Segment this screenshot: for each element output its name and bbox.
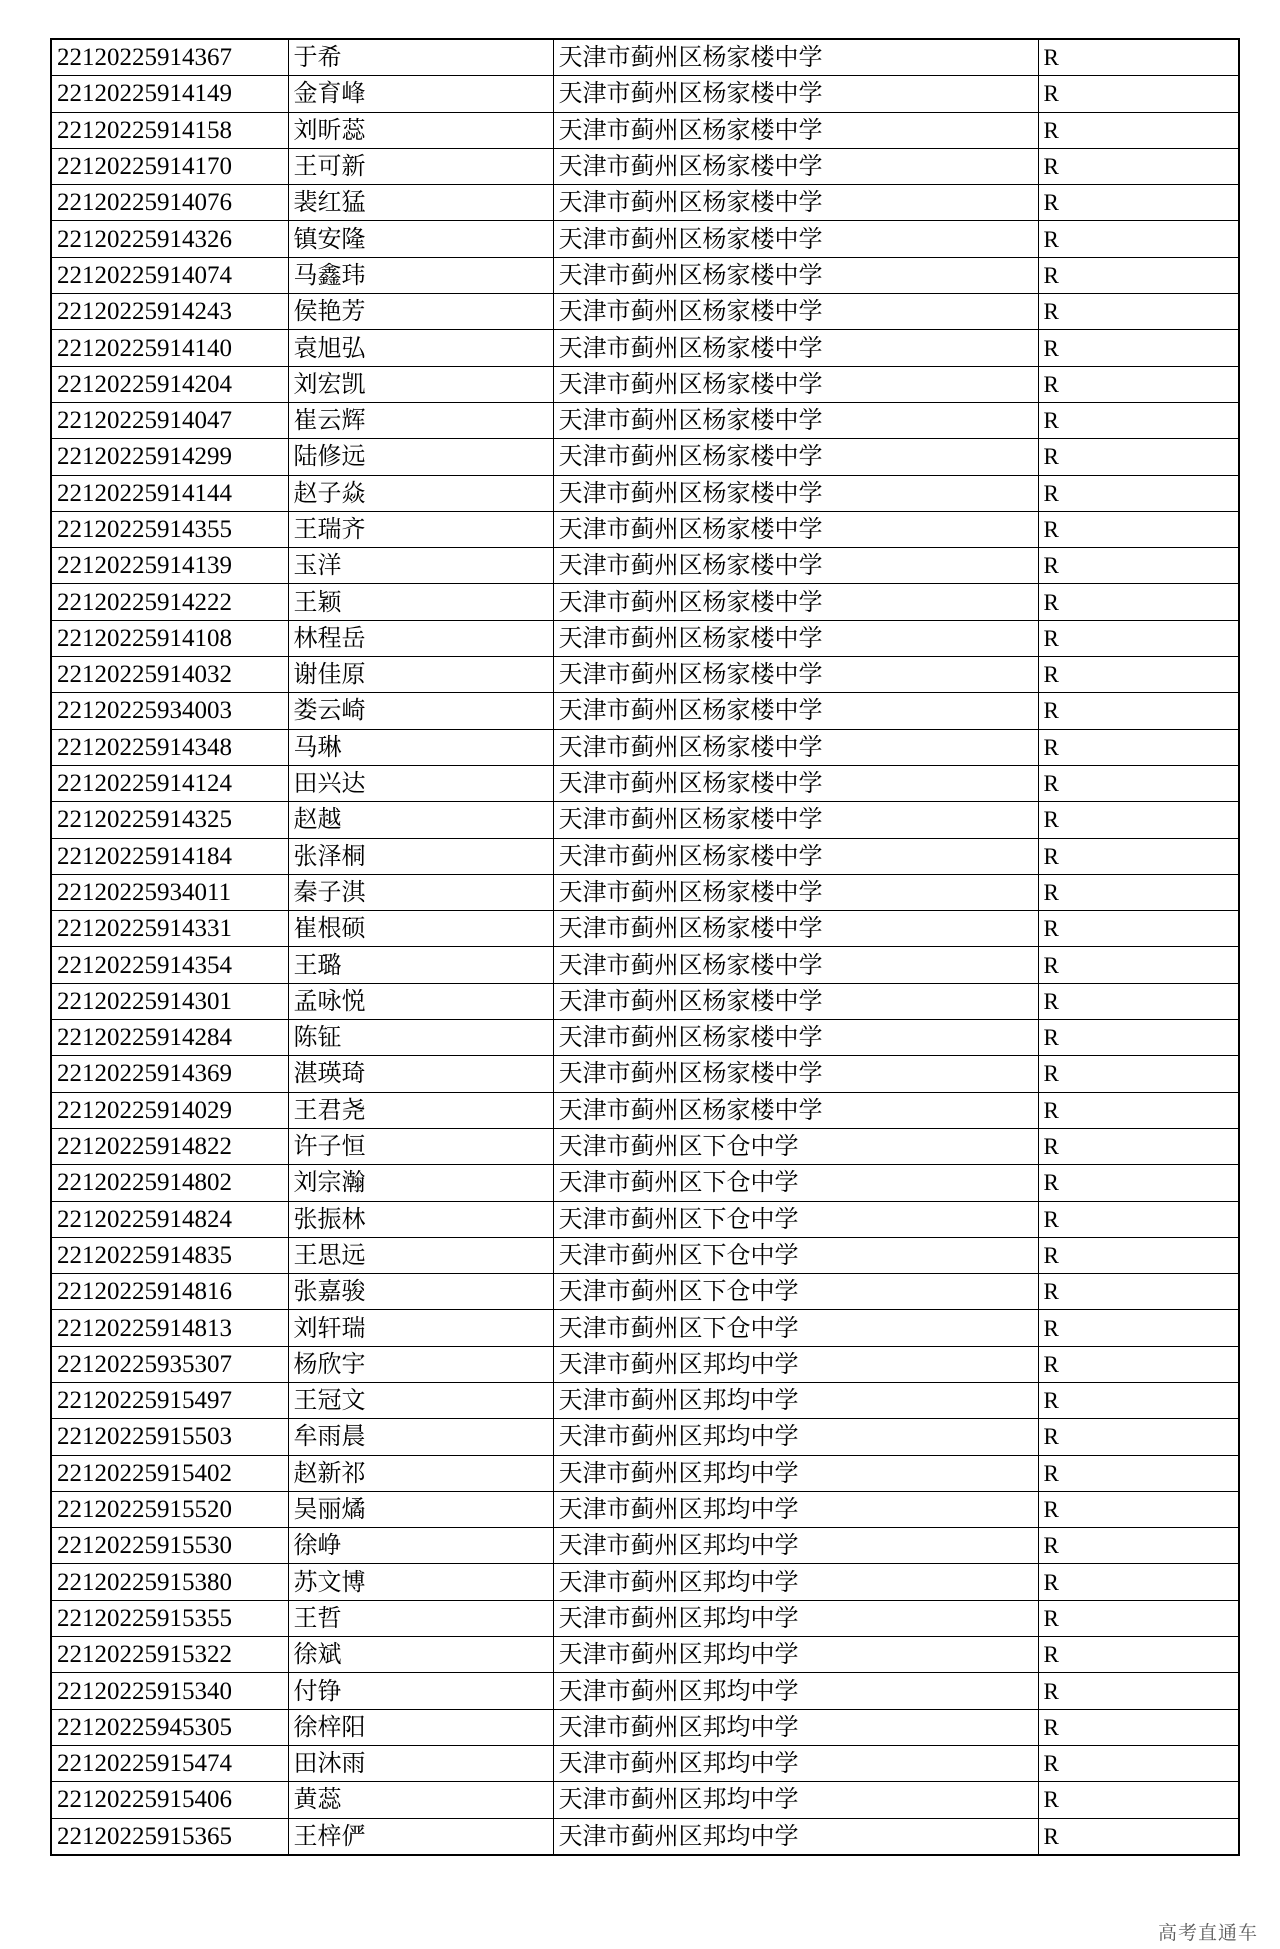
- school-cell: 天津市蓟州区下仓中学: [553, 1274, 1038, 1310]
- student-name-cell: 镇安隆: [288, 221, 553, 257]
- student-list-body: [51, 39, 1239, 1855]
- watermark-text: 高考直通车: [1157, 1922, 1258, 1944]
- table-row: [51, 729, 1239, 765]
- school-cell: 天津市蓟州区邦均中学: [553, 1818, 1038, 1855]
- table-row: [51, 584, 1239, 620]
- student-name-cell: 付铮: [288, 1673, 553, 1709]
- student-name-cell: 王哲: [288, 1600, 553, 1636]
- grade-cell: R: [1038, 1382, 1239, 1418]
- exam-id-cell: 22120225914076: [51, 185, 288, 221]
- grade-cell: R: [1038, 1274, 1239, 1310]
- exam-id-cell: 22120225915355: [51, 1600, 288, 1636]
- student-name-cell: 谢佳原: [288, 657, 553, 693]
- school-cell: 天津市蓟州区杨家楼中学: [553, 39, 1038, 76]
- grade-cell: R: [1038, 1709, 1239, 1745]
- grade-cell: R: [1038, 185, 1239, 221]
- school-cell: 天津市蓟州区邦均中学: [553, 1455, 1038, 1491]
- school-cell: 天津市蓟州区杨家楼中学: [553, 330, 1038, 366]
- school-cell: 天津市蓟州区杨家楼中学: [553, 838, 1038, 874]
- exam-id-cell: 22120225914139: [51, 548, 288, 584]
- table-row: [51, 148, 1239, 184]
- grade-cell: R: [1038, 1745, 1239, 1781]
- grade-cell: R: [1038, 838, 1239, 874]
- exam-id-cell: 22120225914813: [51, 1310, 288, 1346]
- grade-cell: R: [1038, 584, 1239, 620]
- table-row: [51, 838, 1239, 874]
- school-cell: 天津市蓟州区杨家楼中学: [553, 76, 1038, 112]
- student-name-cell: 吴丽燏: [288, 1491, 553, 1527]
- school-cell: 天津市蓟州区杨家楼中学: [553, 221, 1038, 257]
- school-cell: 天津市蓟州区杨家楼中学: [553, 874, 1038, 910]
- exam-id-cell: 22120225915380: [51, 1564, 288, 1600]
- student-name-cell: 崔云辉: [288, 402, 553, 438]
- school-cell: 天津市蓟州区杨家楼中学: [553, 584, 1038, 620]
- student-name-cell: 湛瑛琦: [288, 1056, 553, 1092]
- table-row: [51, 1346, 1239, 1382]
- grade-cell: R: [1038, 947, 1239, 983]
- exam-id-cell: 22120225914331: [51, 911, 288, 947]
- exam-id-cell: 22120225914802: [51, 1165, 288, 1201]
- exam-id-cell: 22120225914367: [51, 39, 288, 76]
- grade-cell: R: [1038, 257, 1239, 293]
- school-cell: 天津市蓟州区下仓中学: [553, 1201, 1038, 1237]
- grade-cell: R: [1038, 148, 1239, 184]
- table-row: [51, 1056, 1239, 1092]
- exam-id-cell: 22120225914170: [51, 148, 288, 184]
- school-cell: 天津市蓟州区邦均中学: [553, 1419, 1038, 1455]
- student-name-cell: 玉洋: [288, 548, 553, 584]
- student-name-cell: 于希: [288, 39, 553, 76]
- table-row: [51, 765, 1239, 801]
- grade-cell: R: [1038, 765, 1239, 801]
- student-name-cell: 苏文博: [288, 1564, 553, 1600]
- table-row: [51, 1564, 1239, 1600]
- table-row: [51, 1092, 1239, 1128]
- table-row: [51, 257, 1239, 293]
- table-row: [51, 620, 1239, 656]
- student-name-cell: 田沐雨: [288, 1745, 553, 1781]
- school-cell: 天津市蓟州区杨家楼中学: [553, 511, 1038, 547]
- school-cell: 天津市蓟州区杨家楼中学: [553, 802, 1038, 838]
- exam-id-cell: 22120225915474: [51, 1745, 288, 1781]
- student-name-cell: 赵越: [288, 802, 553, 838]
- exam-id-cell: 22120225914835: [51, 1237, 288, 1273]
- exam-id-cell: 22120225914158: [51, 112, 288, 148]
- school-cell: 天津市蓟州区杨家楼中学: [553, 294, 1038, 330]
- exam-id-cell: 22120225915520: [51, 1491, 288, 1527]
- student-name-cell: 娄云崎: [288, 693, 553, 729]
- student-name-cell: 马鑫玮: [288, 257, 553, 293]
- table-row: [51, 1274, 1239, 1310]
- table-row: [51, 657, 1239, 693]
- exam-id-cell: 22120225934011: [51, 874, 288, 910]
- table-row: [51, 1237, 1239, 1273]
- student-name-cell: 王颖: [288, 584, 553, 620]
- school-cell: 天津市蓟州区杨家楼中学: [553, 983, 1038, 1019]
- exam-id-cell: 22120225935307: [51, 1346, 288, 1382]
- student-name-cell: 牟雨晨: [288, 1419, 553, 1455]
- student-name-cell: 徐峥: [288, 1528, 553, 1564]
- exam-id-cell: 22120225914822: [51, 1128, 288, 1164]
- student-name-cell: 王璐: [288, 947, 553, 983]
- student-name-cell: 孟咏悦: [288, 983, 553, 1019]
- grade-cell: R: [1038, 221, 1239, 257]
- school-cell: 天津市蓟州区杨家楼中学: [553, 366, 1038, 402]
- student-name-cell: 侯艳芳: [288, 294, 553, 330]
- grade-cell: R: [1038, 511, 1239, 547]
- table-row: [51, 294, 1239, 330]
- exam-id-cell: 22120225914140: [51, 330, 288, 366]
- school-cell: 天津市蓟州区邦均中学: [553, 1528, 1038, 1564]
- student-name-cell: 王可新: [288, 148, 553, 184]
- school-cell: 天津市蓟州区下仓中学: [553, 1128, 1038, 1164]
- student-name-cell: 张嘉骏: [288, 1274, 553, 1310]
- exam-id-cell: 22120225914108: [51, 620, 288, 656]
- school-cell: 天津市蓟州区杨家楼中学: [553, 693, 1038, 729]
- table-row: [51, 112, 1239, 148]
- exam-id-cell: 22120225915322: [51, 1637, 288, 1673]
- school-cell: 天津市蓟州区邦均中学: [553, 1637, 1038, 1673]
- table-row: [51, 1600, 1239, 1636]
- student-name-cell: 王思远: [288, 1237, 553, 1273]
- exam-id-cell: 22120225914325: [51, 802, 288, 838]
- student-name-cell: 裴红猛: [288, 185, 553, 221]
- school-cell: 天津市蓟州区杨家楼中学: [553, 185, 1038, 221]
- student-name-cell: 赵子焱: [288, 475, 553, 511]
- table-row: [51, 1782, 1239, 1818]
- table-row: [51, 802, 1239, 838]
- exam-id-cell: 22120225914243: [51, 294, 288, 330]
- school-cell: 天津市蓟州区杨家楼中学: [553, 475, 1038, 511]
- table-row: [51, 366, 1239, 402]
- school-cell: 天津市蓟州区杨家楼中学: [553, 911, 1038, 947]
- student-name-cell: 袁旭弘: [288, 330, 553, 366]
- student-name-cell: 刘轩瑞: [288, 1310, 553, 1346]
- school-cell: 天津市蓟州区杨家楼中学: [553, 402, 1038, 438]
- student-name-cell: 金育峰: [288, 76, 553, 112]
- exam-id-cell: 22120225915530: [51, 1528, 288, 1564]
- table-row: [51, 439, 1239, 475]
- exam-id-cell: 22120225914354: [51, 947, 288, 983]
- school-cell: 天津市蓟州区杨家楼中学: [553, 657, 1038, 693]
- table-row: [51, 76, 1239, 112]
- exam-id-cell: 22120225914816: [51, 1274, 288, 1310]
- school-cell: 天津市蓟州区下仓中学: [553, 1237, 1038, 1273]
- student-name-cell: 黄蕊: [288, 1782, 553, 1818]
- grade-cell: R: [1038, 1165, 1239, 1201]
- grade-cell: R: [1038, 1020, 1239, 1056]
- student-name-cell: 王冠文: [288, 1382, 553, 1418]
- grade-cell: R: [1038, 874, 1239, 910]
- exam-id-cell: 22120225945305: [51, 1709, 288, 1745]
- exam-id-cell: 22120225914184: [51, 838, 288, 874]
- exam-id-cell: 22120225914326: [51, 221, 288, 257]
- table-row: [51, 402, 1239, 438]
- table-row: [51, 1818, 1239, 1855]
- table-row: [51, 1528, 1239, 1564]
- table-row: [51, 511, 1239, 547]
- school-cell: 天津市蓟州区邦均中学: [553, 1346, 1038, 1382]
- exam-id-cell: 22120225934003: [51, 693, 288, 729]
- grade-cell: R: [1038, 39, 1239, 76]
- school-cell: 天津市蓟州区杨家楼中学: [553, 620, 1038, 656]
- school-cell: 天津市蓟州区下仓中学: [553, 1165, 1038, 1201]
- school-cell: 天津市蓟州区杨家楼中学: [553, 1020, 1038, 1056]
- grade-cell: R: [1038, 1056, 1239, 1092]
- grade-cell: R: [1038, 983, 1239, 1019]
- exam-id-cell: 22120225915503: [51, 1419, 288, 1455]
- table-row: [51, 947, 1239, 983]
- table-row: [51, 1310, 1239, 1346]
- grade-cell: R: [1038, 1637, 1239, 1673]
- student-name-cell: 陈钲: [288, 1020, 553, 1056]
- exam-id-cell: 22120225915340: [51, 1673, 288, 1709]
- exam-id-cell: 22120225914047: [51, 402, 288, 438]
- table-row: [51, 1673, 1239, 1709]
- grade-cell: R: [1038, 330, 1239, 366]
- school-cell: 天津市蓟州区杨家楼中学: [553, 148, 1038, 184]
- school-cell: 天津市蓟州区杨家楼中学: [553, 1056, 1038, 1092]
- student-name-cell: 秦子淇: [288, 874, 553, 910]
- grade-cell: R: [1038, 76, 1239, 112]
- exam-id-cell: 22120225914284: [51, 1020, 288, 1056]
- student-name-cell: 陆修远: [288, 439, 553, 475]
- table-row: [51, 983, 1239, 1019]
- student-name-cell: 刘昕蕊: [288, 112, 553, 148]
- grade-cell: R: [1038, 1564, 1239, 1600]
- table-row: [51, 1455, 1239, 1491]
- table-row: [51, 548, 1239, 584]
- student-name-cell: 徐梓阳: [288, 1709, 553, 1745]
- student-name-cell: 马琳: [288, 729, 553, 765]
- exam-id-cell: 22120225915402: [51, 1455, 288, 1491]
- table-row: [51, 1709, 1239, 1745]
- grade-cell: R: [1038, 294, 1239, 330]
- student-name-cell: 许子恒: [288, 1128, 553, 1164]
- grade-cell: R: [1038, 802, 1239, 838]
- school-cell: 天津市蓟州区邦均中学: [553, 1382, 1038, 1418]
- student-name-cell: 王梓俨: [288, 1818, 553, 1855]
- student-name-cell: 王瑞齐: [288, 511, 553, 547]
- grade-cell: R: [1038, 1201, 1239, 1237]
- grade-cell: R: [1038, 1528, 1239, 1564]
- grade-cell: R: [1038, 1491, 1239, 1527]
- table-row: [51, 1201, 1239, 1237]
- exam-id-cell: 22120225914355: [51, 511, 288, 547]
- student-name-cell: 赵新祁: [288, 1455, 553, 1491]
- school-cell: 天津市蓟州区邦均中学: [553, 1600, 1038, 1636]
- school-cell: 天津市蓟州区邦均中学: [553, 1564, 1038, 1600]
- grade-cell: R: [1038, 693, 1239, 729]
- student-name-cell: 杨欣宇: [288, 1346, 553, 1382]
- school-cell: 天津市蓟州区邦均中学: [553, 1709, 1038, 1745]
- exam-id-cell: 22120225915406: [51, 1782, 288, 1818]
- exam-id-cell: 22120225914348: [51, 729, 288, 765]
- table-row: [51, 1020, 1239, 1056]
- school-cell: 天津市蓟州区杨家楼中学: [553, 257, 1038, 293]
- grade-cell: R: [1038, 1455, 1239, 1491]
- student-name-cell: 张泽桐: [288, 838, 553, 874]
- grade-cell: R: [1038, 657, 1239, 693]
- student-name-cell: 田兴达: [288, 765, 553, 801]
- exam-id-cell: 22120225914204: [51, 366, 288, 402]
- table-row: [51, 1637, 1239, 1673]
- grade-cell: R: [1038, 1818, 1239, 1855]
- grade-cell: R: [1038, 1673, 1239, 1709]
- table-row: [51, 1382, 1239, 1418]
- exam-id-cell: 22120225914301: [51, 983, 288, 1019]
- table-row: [51, 1128, 1239, 1164]
- exam-id-cell: 22120225914124: [51, 765, 288, 801]
- grade-cell: R: [1038, 112, 1239, 148]
- grade-cell: R: [1038, 1128, 1239, 1164]
- table-row: [51, 911, 1239, 947]
- school-cell: 天津市蓟州区邦均中学: [553, 1673, 1038, 1709]
- exam-id-cell: 22120225914222: [51, 584, 288, 620]
- grade-cell: R: [1038, 1237, 1239, 1273]
- exam-id-cell: 22120225915497: [51, 1382, 288, 1418]
- student-name-cell: 徐斌: [288, 1637, 553, 1673]
- grade-cell: R: [1038, 548, 1239, 584]
- table-row: [51, 1491, 1239, 1527]
- exam-id-cell: 22120225914074: [51, 257, 288, 293]
- student-name-cell: 刘宗瀚: [288, 1165, 553, 1201]
- exam-id-cell: 22120225914299: [51, 439, 288, 475]
- grade-cell: R: [1038, 1346, 1239, 1382]
- student-name-cell: 崔根硕: [288, 911, 553, 947]
- grade-cell: R: [1038, 729, 1239, 765]
- grade-cell: R: [1038, 911, 1239, 947]
- student-name-cell: 刘宏凯: [288, 366, 553, 402]
- school-cell: 天津市蓟州区杨家楼中学: [553, 439, 1038, 475]
- school-cell: 天津市蓟州区杨家楼中学: [553, 112, 1038, 148]
- student-name-cell: 张振林: [288, 1201, 553, 1237]
- school-cell: 天津市蓟州区杨家楼中学: [553, 1092, 1038, 1128]
- school-cell: 天津市蓟州区杨家楼中学: [553, 548, 1038, 584]
- table-row: [51, 185, 1239, 221]
- grade-cell: R: [1038, 1782, 1239, 1818]
- table-row: [51, 693, 1239, 729]
- school-cell: 天津市蓟州区杨家楼中学: [553, 729, 1038, 765]
- school-cell: 天津市蓟州区杨家楼中学: [553, 765, 1038, 801]
- table-row: [51, 1165, 1239, 1201]
- table-row: [51, 1419, 1239, 1455]
- grade-cell: R: [1038, 439, 1239, 475]
- school-cell: 天津市蓟州区杨家楼中学: [553, 947, 1038, 983]
- grade-cell: R: [1038, 475, 1239, 511]
- table-row: [51, 39, 1239, 76]
- school-cell: 天津市蓟州区邦均中学: [553, 1782, 1038, 1818]
- exam-id-cell: 22120225914369: [51, 1056, 288, 1092]
- exam-id-cell: 22120225914824: [51, 1201, 288, 1237]
- school-cell: 天津市蓟州区下仓中学: [553, 1310, 1038, 1346]
- student-list-table: [50, 38, 1240, 1856]
- table-row: [51, 221, 1239, 257]
- grade-cell: R: [1038, 402, 1239, 438]
- grade-cell: R: [1038, 1092, 1239, 1128]
- exam-id-cell: 22120225914144: [51, 475, 288, 511]
- student-name-cell: 林程岳: [288, 620, 553, 656]
- exam-id-cell: 22120225914149: [51, 76, 288, 112]
- school-cell: 天津市蓟州区邦均中学: [553, 1745, 1038, 1781]
- table-row: [51, 1745, 1239, 1781]
- table-row: [51, 475, 1239, 511]
- grade-cell: R: [1038, 1310, 1239, 1346]
- student-name-cell: 王君尧: [288, 1092, 553, 1128]
- grade-cell: R: [1038, 366, 1239, 402]
- table-row: [51, 330, 1239, 366]
- exam-id-cell: 22120225914032: [51, 657, 288, 693]
- table-row: [51, 874, 1239, 910]
- school-cell: 天津市蓟州区邦均中学: [553, 1491, 1038, 1527]
- exam-id-cell: 22120225914029: [51, 1092, 288, 1128]
- grade-cell: R: [1038, 1600, 1239, 1636]
- grade-cell: R: [1038, 1419, 1239, 1455]
- grade-cell: R: [1038, 620, 1239, 656]
- exam-id-cell: 22120225915365: [51, 1818, 288, 1855]
